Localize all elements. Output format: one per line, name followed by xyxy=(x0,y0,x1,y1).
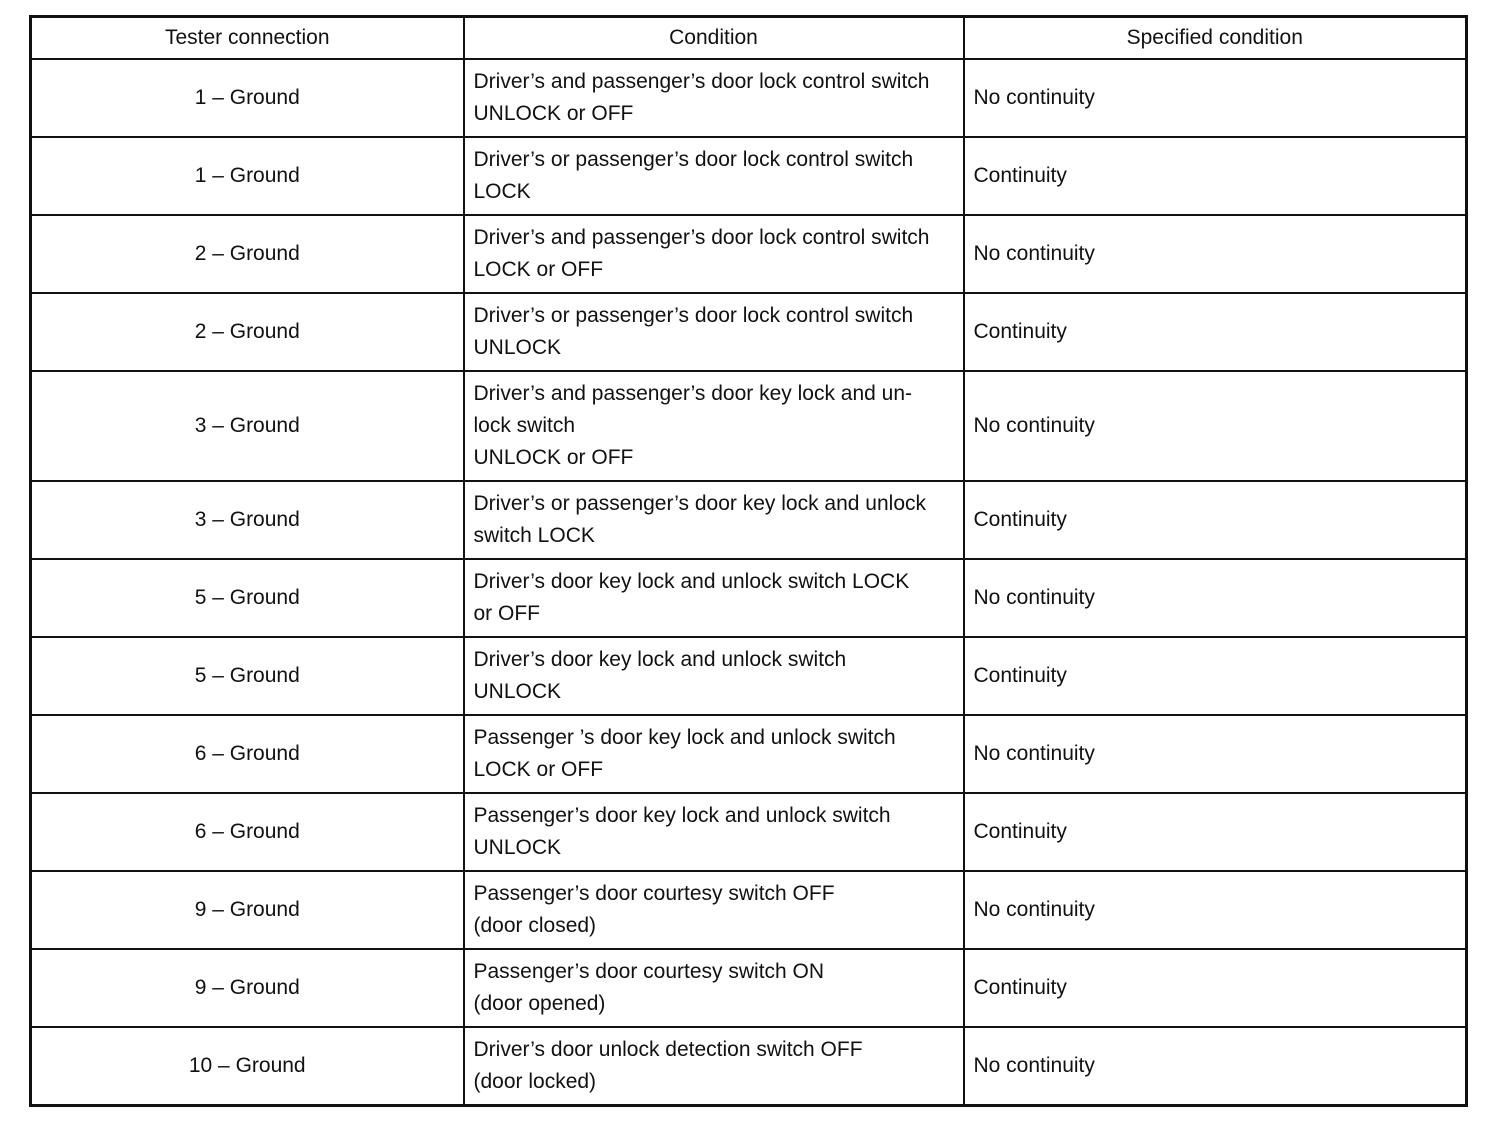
condition-cell: Driver’s door key lock and unlock switch LOCK or OFF xyxy=(464,559,964,637)
table-row xyxy=(31,637,1467,715)
tester-connection-cell: 6 – Ground xyxy=(31,715,464,793)
table-row xyxy=(31,371,1467,481)
tester-connection-cell: 3 – Ground xyxy=(31,371,464,481)
condition-cell: Passenger’s door courtesy switch ON (door opened) xyxy=(464,949,964,1027)
condition-cell: Driver’s and passenger’s door lock control switch UNLOCK or OFF xyxy=(464,59,964,137)
table-row xyxy=(31,793,1467,871)
header-specified-condition: Specified condition xyxy=(964,17,1467,60)
specified-condition-cell: No continuity xyxy=(964,559,1467,637)
condition-cell: Driver’s and passenger’s door lock control switch LOCK or OFF xyxy=(464,215,964,293)
table-row xyxy=(31,1027,1467,1106)
specified-condition-cell: No continuity xyxy=(964,59,1467,137)
table-header-row xyxy=(31,17,1467,60)
condition-cell: Driver’s door key lock and unlock switch UNLOCK xyxy=(464,637,964,715)
continuity-spec-table xyxy=(29,15,1468,1107)
specified-condition-cell: Continuity xyxy=(964,137,1467,215)
header-tester-connection: Tester connection xyxy=(31,17,464,60)
specified-condition-cell: Continuity xyxy=(964,949,1467,1027)
header-condition: Condition xyxy=(464,17,964,60)
specified-condition-cell: No continuity xyxy=(964,715,1467,793)
table-row xyxy=(31,293,1467,371)
specified-condition-cell: No continuity xyxy=(964,215,1467,293)
condition-cell: Passenger’s door courtesy switch OFF (door closed) xyxy=(464,871,964,949)
tester-connection-cell: 10 – Ground xyxy=(31,1027,464,1106)
condition-cell: Driver’s or passenger’s door lock control switch UNLOCK xyxy=(464,293,964,371)
specified-condition-cell: Continuity xyxy=(964,293,1467,371)
tester-connection-cell: 1 – Ground xyxy=(31,137,464,215)
specified-condition-cell: Continuity xyxy=(964,481,1467,559)
tester-connection-cell: 5 – Ground xyxy=(31,637,464,715)
tester-connection-cell: 2 – Ground xyxy=(31,293,464,371)
condition-cell: Driver’s or passenger’s door lock control switch LOCK xyxy=(464,137,964,215)
tester-connection-cell: 9 – Ground xyxy=(31,871,464,949)
table-row xyxy=(31,215,1467,293)
condition-cell: Passenger’s door key lock and unlock switch UNLOCK xyxy=(464,793,964,871)
specified-condition-cell: Continuity xyxy=(964,793,1467,871)
tester-connection-cell: 2 – Ground xyxy=(31,215,464,293)
table-row xyxy=(31,559,1467,637)
table-row xyxy=(31,481,1467,559)
table-row xyxy=(31,137,1467,215)
table-row xyxy=(31,871,1467,949)
table-row xyxy=(31,59,1467,137)
condition-cell: Driver’s door unlock detection switch OFF (door locked) xyxy=(464,1027,964,1106)
tester-connection-cell: 9 – Ground xyxy=(31,949,464,1027)
condition-cell: Driver’s and passenger’s door key lock and un- lock switch UNLOCK or OFF xyxy=(464,371,964,481)
table-row xyxy=(31,949,1467,1027)
specified-condition-cell: No continuity xyxy=(964,871,1467,949)
condition-cell: Passenger ’s door key lock and unlock switch LOCK or OFF xyxy=(464,715,964,793)
tester-connection-cell: 3 – Ground xyxy=(31,481,464,559)
specified-condition-cell: No continuity xyxy=(964,371,1467,481)
condition-cell: Driver’s or passenger’s door key lock and unlock switch LOCK xyxy=(464,481,964,559)
specified-condition-cell: Continuity xyxy=(964,637,1467,715)
tester-connection-cell: 5 – Ground xyxy=(31,559,464,637)
tester-connection-cell: 1 – Ground xyxy=(31,59,464,137)
tester-connection-cell: 6 – Ground xyxy=(31,793,464,871)
specified-condition-cell: No continuity xyxy=(964,1027,1467,1106)
table-row xyxy=(31,715,1467,793)
